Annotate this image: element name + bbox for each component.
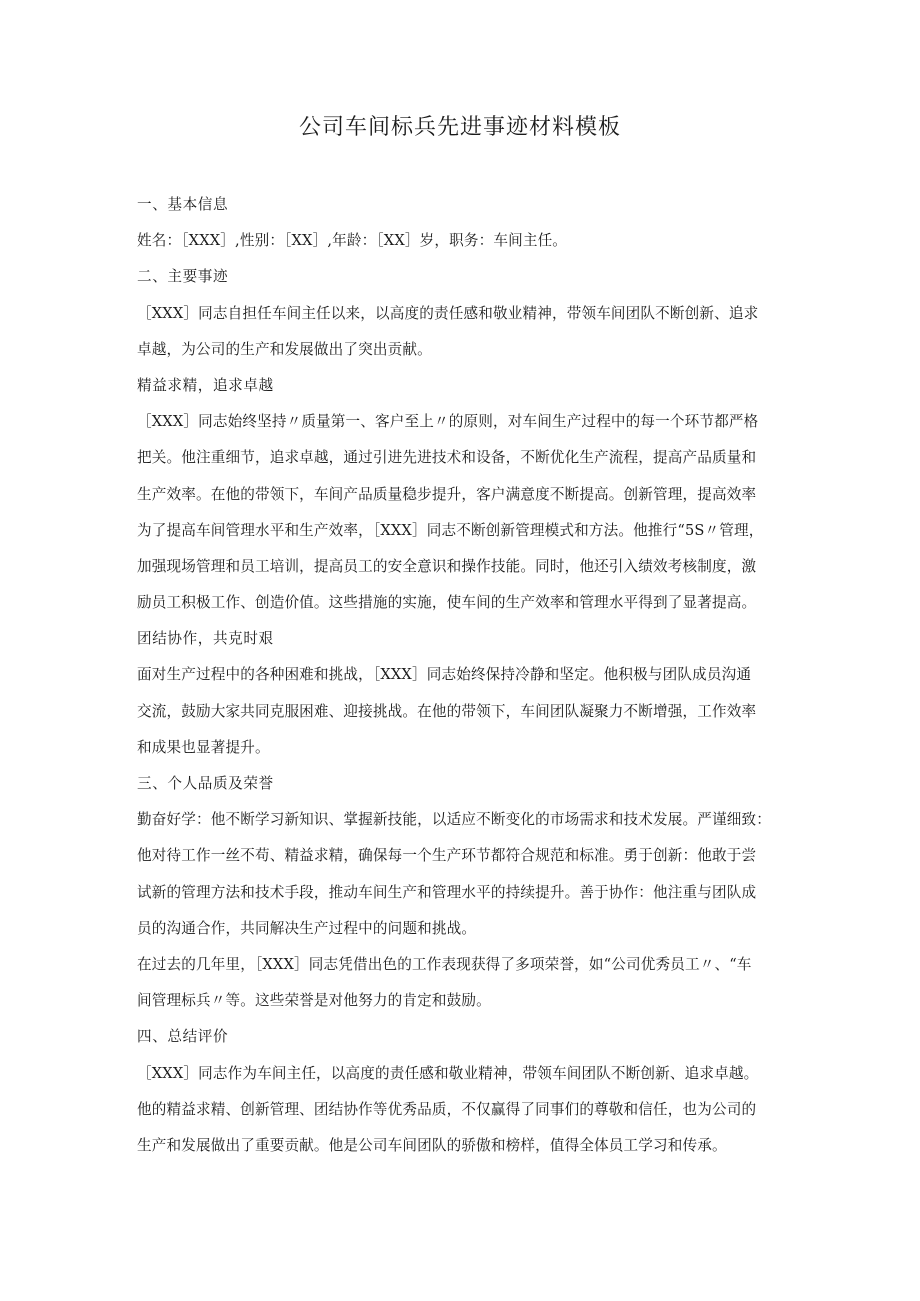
- paragraph-line: 为了提高车间管理水平和生产效率，［XXX］同志不断创新管理模式和方法。他推行“5S〃管理，: [137, 521, 764, 539]
- paragraph-line: 和成果也显著提升。: [137, 738, 270, 756]
- paragraph-line: 卓越，为公司的生产和发展做出了突出贡献。: [137, 340, 432, 358]
- section-heading-qualities: 三、个人品质及荣誉: [137, 775, 274, 792]
- paragraph-line: 他的精益求精、创新管理、团结协作等优秀品质，不仅赢得了同事们的尊敬和信任，也为公司的: [137, 1100, 757, 1118]
- paragraph-line: 生产和发展做出了重要贡献。他是公司车间团队的骄傲和榜样，值得全体员工学习和传承。: [137, 1136, 727, 1154]
- paragraph-line: 试新的管理方法和技术手段，推动车间生产和管理水平的持续提升。善于协作：他注重与团队成: [137, 883, 757, 901]
- paragraph-line: 把关。他注重细节，追求卓越，通过引进先进技术和设备，不断优化生产流程，提高产品质量和: [137, 449, 757, 467]
- paragraph-line: ［XXX］同志始终坚持〃质量第一、客户至上〃的原则，对车间生产过程中的每一个环节都严格: [137, 413, 759, 431]
- section-heading-summary: 四、总结评价: [137, 1028, 229, 1046]
- paragraph-line: 励员工积极工作、创造价值。这些措施的实施，使车间的生产效率和管理水平得到了显著提高。: [137, 594, 757, 612]
- paragraph-line: 在过去的几年里，［XXX］同志凭借出色的工作表现获得了多项荣誉，如“公司优秀员工〃、“车: [137, 955, 752, 973]
- subheading-excellence: 精益求精，追求卓越: [137, 376, 274, 394]
- paragraph-line: 加强现场管理和员工培训，提高员工的安全意识和操作技能。同时，他还引入绩效考核制度，激: [137, 557, 757, 575]
- document-body: [137, 187, 797, 1164]
- subheading-teamwork: 团结协作，共克时艰: [137, 630, 274, 648]
- document-title: 公司车间标兵先进事迹材料模板: [298, 115, 621, 140]
- section-heading-basic-info: 一、基本信息: [137, 196, 229, 213]
- paragraph-line: 面对生产过程中的各种困难和挑战，［XXX］同志始终保持冷静和坚定。他积极与团队成员沟通: [137, 666, 752, 684]
- paragraph-line: ［XXX］同志自担任车间主任以来，以高度的责任感和敬业精神，带领车间团队不断创新、追求: [137, 304, 759, 322]
- paragraph-line: 员的沟通合作，共同解决生产过程中的问题和挑战。: [137, 919, 477, 937]
- section-heading-main-deeds: 二、主要事迹: [137, 268, 229, 286]
- paragraph-line: 间管理标兵〃等。这些荣誉是对他努力的肯定和鼓励。: [137, 992, 491, 1010]
- paragraph-line: 交流，鼓励大家共同克服困难、迎接挑战。在他的带领下，车间团队凝聚力不断增强，工作效率: [137, 702, 757, 720]
- paragraph-line: ［XXX］同志作为车间主任，以高度的责任感和敬业精神，带领车间团队不断创新、追求卓越。: [137, 1064, 759, 1082]
- paragraph-line: 勤奋好学：他不断学习新知识、掌握新技能，以适应不断变化的市场需求和技术发展。严谨细致：: [137, 811, 771, 829]
- basic-info-line: 姓名：［XXX］,性别：［XX］,年龄：［XX］岁，职务：车间主任。: [137, 232, 568, 250]
- paragraph-line: 生产效率。在他的带领下，车间产品质量稳步提升，客户满意度不断提高。创新管理，提高效率: [137, 485, 757, 503]
- paragraph-line: 他对待工作一丝不苟、精益求精，确保每一个生产环节都符合规范和标准。勇于创新：他敢于尝: [137, 847, 757, 865]
